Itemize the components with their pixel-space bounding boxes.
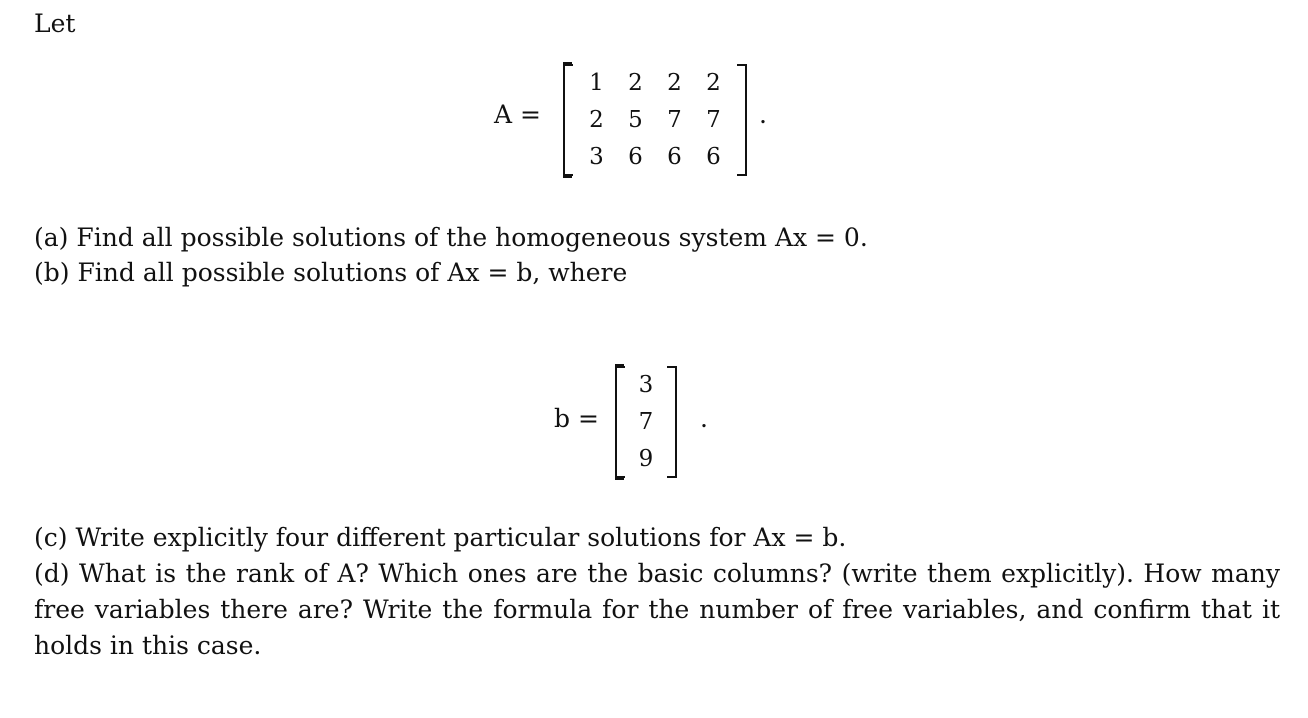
matrix-a-entries <box>577 64 733 176</box>
matrix-a-entry: 2 <box>667 69 682 96</box>
part-a-text: (a) Find all possible solutions of the homogeneous system Ax = 0. <box>34 223 868 252</box>
vector-b-trailing-period: . <box>700 404 708 433</box>
vector-b-entries <box>629 366 663 478</box>
matrix-a-entry: 2 <box>628 69 643 96</box>
matrix-a <box>563 64 747 176</box>
matrix-a-entry: 1 <box>589 69 604 96</box>
vector-b-right-bracket <box>667 366 677 478</box>
vector-b-entry: 7 <box>638 408 654 435</box>
matrix-a-trailing-period: . <box>759 100 767 129</box>
vector-b <box>615 366 677 478</box>
matrix-a-entry: 2 <box>589 106 604 133</box>
matrix-a-label <box>494 100 541 129</box>
intro-text: Let <box>34 9 76 38</box>
matrix-a-left-bracket <box>563 64 573 176</box>
matrix-a-entry: 2 <box>706 69 721 96</box>
part-c-text: (c) Write explicitly four different particular solutions for Ax = b. <box>34 523 847 552</box>
matrix-a-label-text: A = <box>494 100 541 129</box>
vector-b-entry: 3 <box>638 371 654 398</box>
matrix-a-entry: 6 <box>667 144 682 171</box>
matrix-a-entry: 7 <box>667 106 682 133</box>
part-d-text: (d) What is the rank of A? Which ones are the basic columns? (write them explicitly). How many free variables there are? Write the formula for the number of free variables, and confirm that it holds in this case. <box>34 559 1280 660</box>
vector-b-label-text: b = <box>554 404 599 433</box>
matrix-a-entry: 6 <box>706 144 721 171</box>
vector-b-entry: 9 <box>638 446 654 473</box>
matrix-a-entry: 7 <box>706 106 721 133</box>
matrix-a-entry: 3 <box>589 144 604 171</box>
vector-b-left-bracket <box>615 366 625 478</box>
matrix-a-entry: 5 <box>628 106 643 133</box>
matrix-a-entry: 6 <box>628 144 643 171</box>
vector-b-label <box>554 404 599 433</box>
part-b-text: (b) Find all possible solutions of Ax = b, where <box>34 258 628 287</box>
matrix-a-right-bracket <box>737 64 747 176</box>
parts-c-d <box>34 520 1280 664</box>
